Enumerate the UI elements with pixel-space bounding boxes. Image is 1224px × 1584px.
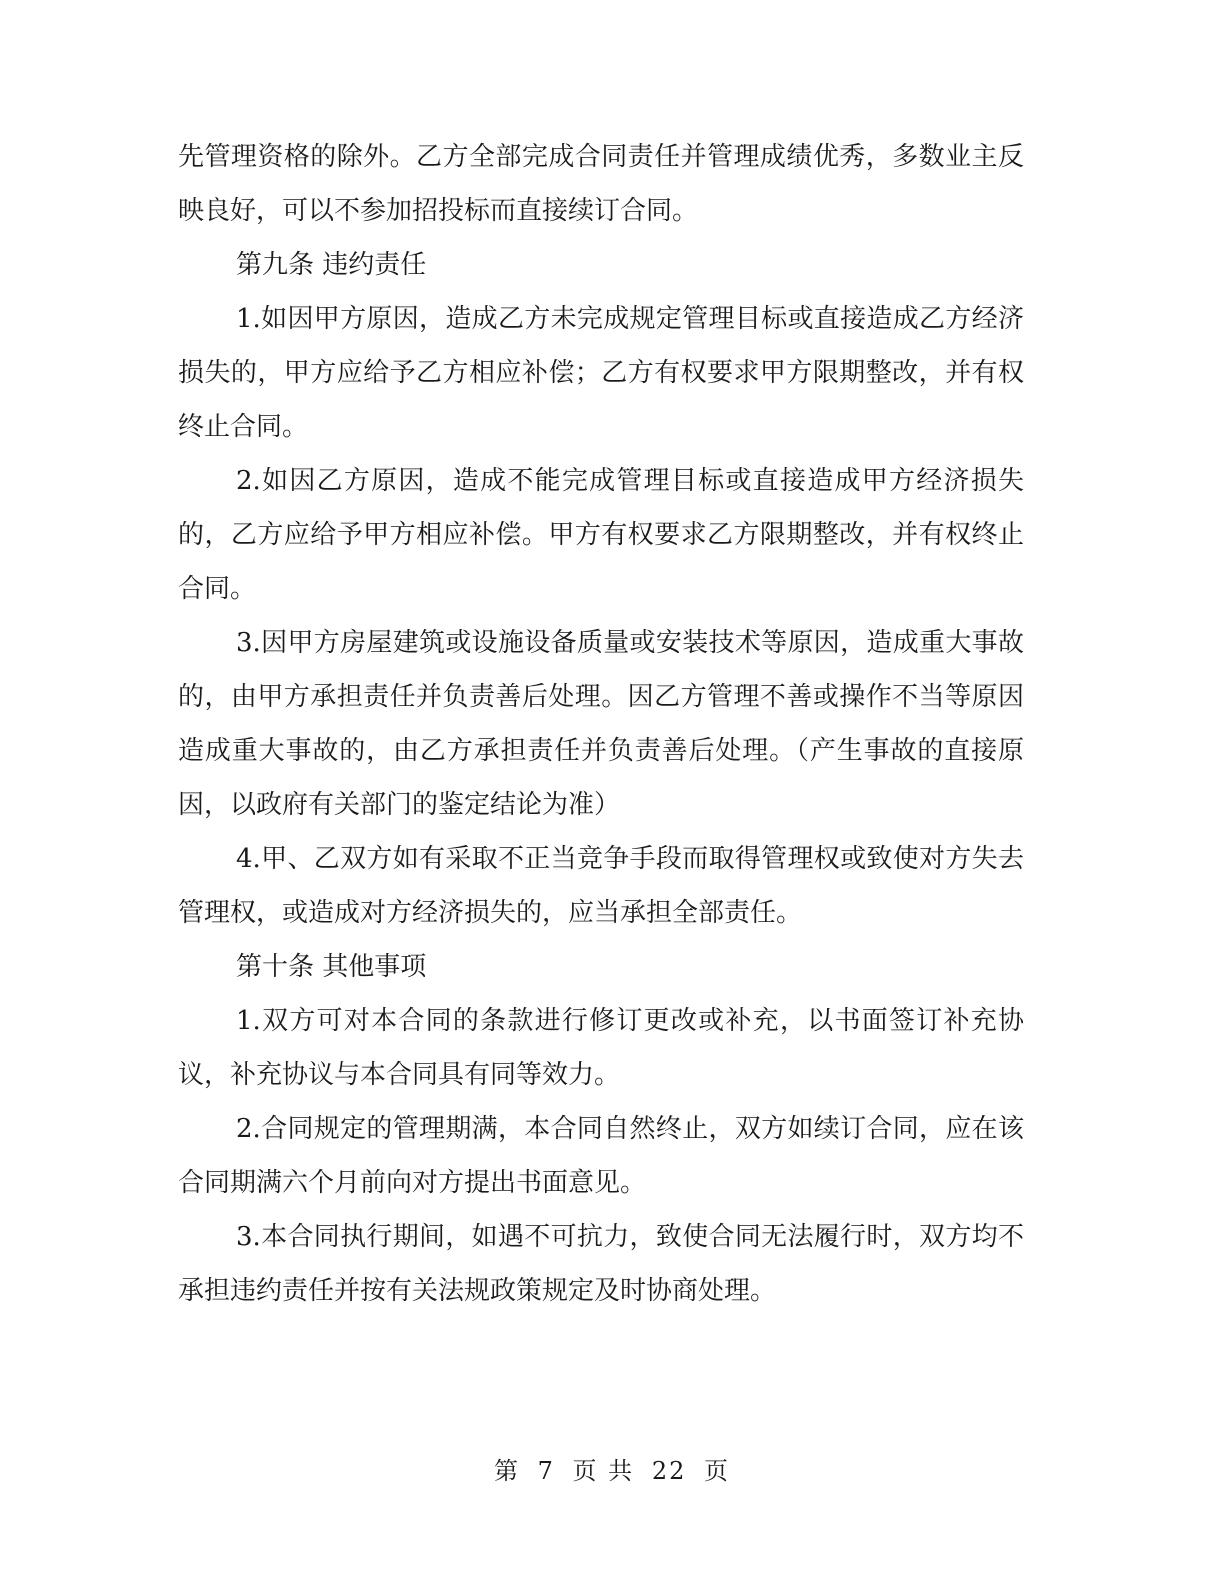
footer-prefix: 第 [493,1457,520,1485]
article-9-item-3: 3.因甲方房屋建筑或设施设备质量或安装技术等原因，造成重大事故的，由甲方承担责任并负责善后处理。因乙方管理不善或操作不当等原因造成重大事故的，由乙方承担责任并负责善后处理。（产生事故的直接原因，以政府有关部门的鉴定结论为准） [178,628,1024,820]
article-10-item-3: 3.本合同执行期间，如遇不可抗力，致使合同无法履行时，双方均不承担违约责任并按有关法规政策规定及时协商处理。 [178,1222,1024,1306]
page-footer [0,1455,1224,1487]
article-9-heading: 第九条 违约责任 [236,250,427,280]
article-10-item-1: 1.双方可对本合同的条款进行修订更改或补充，以书面签订补充协议，补充协议与本合同具有同等效力。 [178,1006,1024,1090]
article-9-item-1: 1.如因甲方原因，造成乙方未完成规定管理目标或直接造成乙方经济损失的，甲方应给予乙方相应补偿；乙方有权要求甲方限期整改，并有权终止合同。 [178,304,1024,442]
article-9-item-4: 4.甲、乙双方如有采取不正当竞争手段而取得管理权或致使对方失去管理权，或造成对方经济损失的，应当承担全部责任。 [178,844,1024,928]
article-10-heading: 第十条 其他事项 [236,952,427,982]
footer-middle: 页 共 [572,1457,635,1485]
page-body [178,130,1024,1318]
footer-total-pages: 22 [651,1457,687,1485]
article-10-item-2: 2.合同规定的管理期满，本合同自然终止，双方如续订合同，应在该合同期满六个月前向对方提出书面意见。 [178,1114,1024,1198]
footer-suffix: 页 [704,1457,731,1485]
article-9-item-2: 2.如因乙方原因，造成不能完成管理目标或直接造成甲方经济损失的，乙方应给予甲方相应补偿。甲方有权要求乙方限期整改，并有权终止合同。 [178,466,1024,604]
footer-current-page: 7 [537,1457,555,1485]
continuation-paragraph: 先管理资格的除外。乙方全部完成合同责任并管理成绩优秀，多数业主反映良好，可以不参加招投标而直接续订合同。 [178,142,1024,226]
